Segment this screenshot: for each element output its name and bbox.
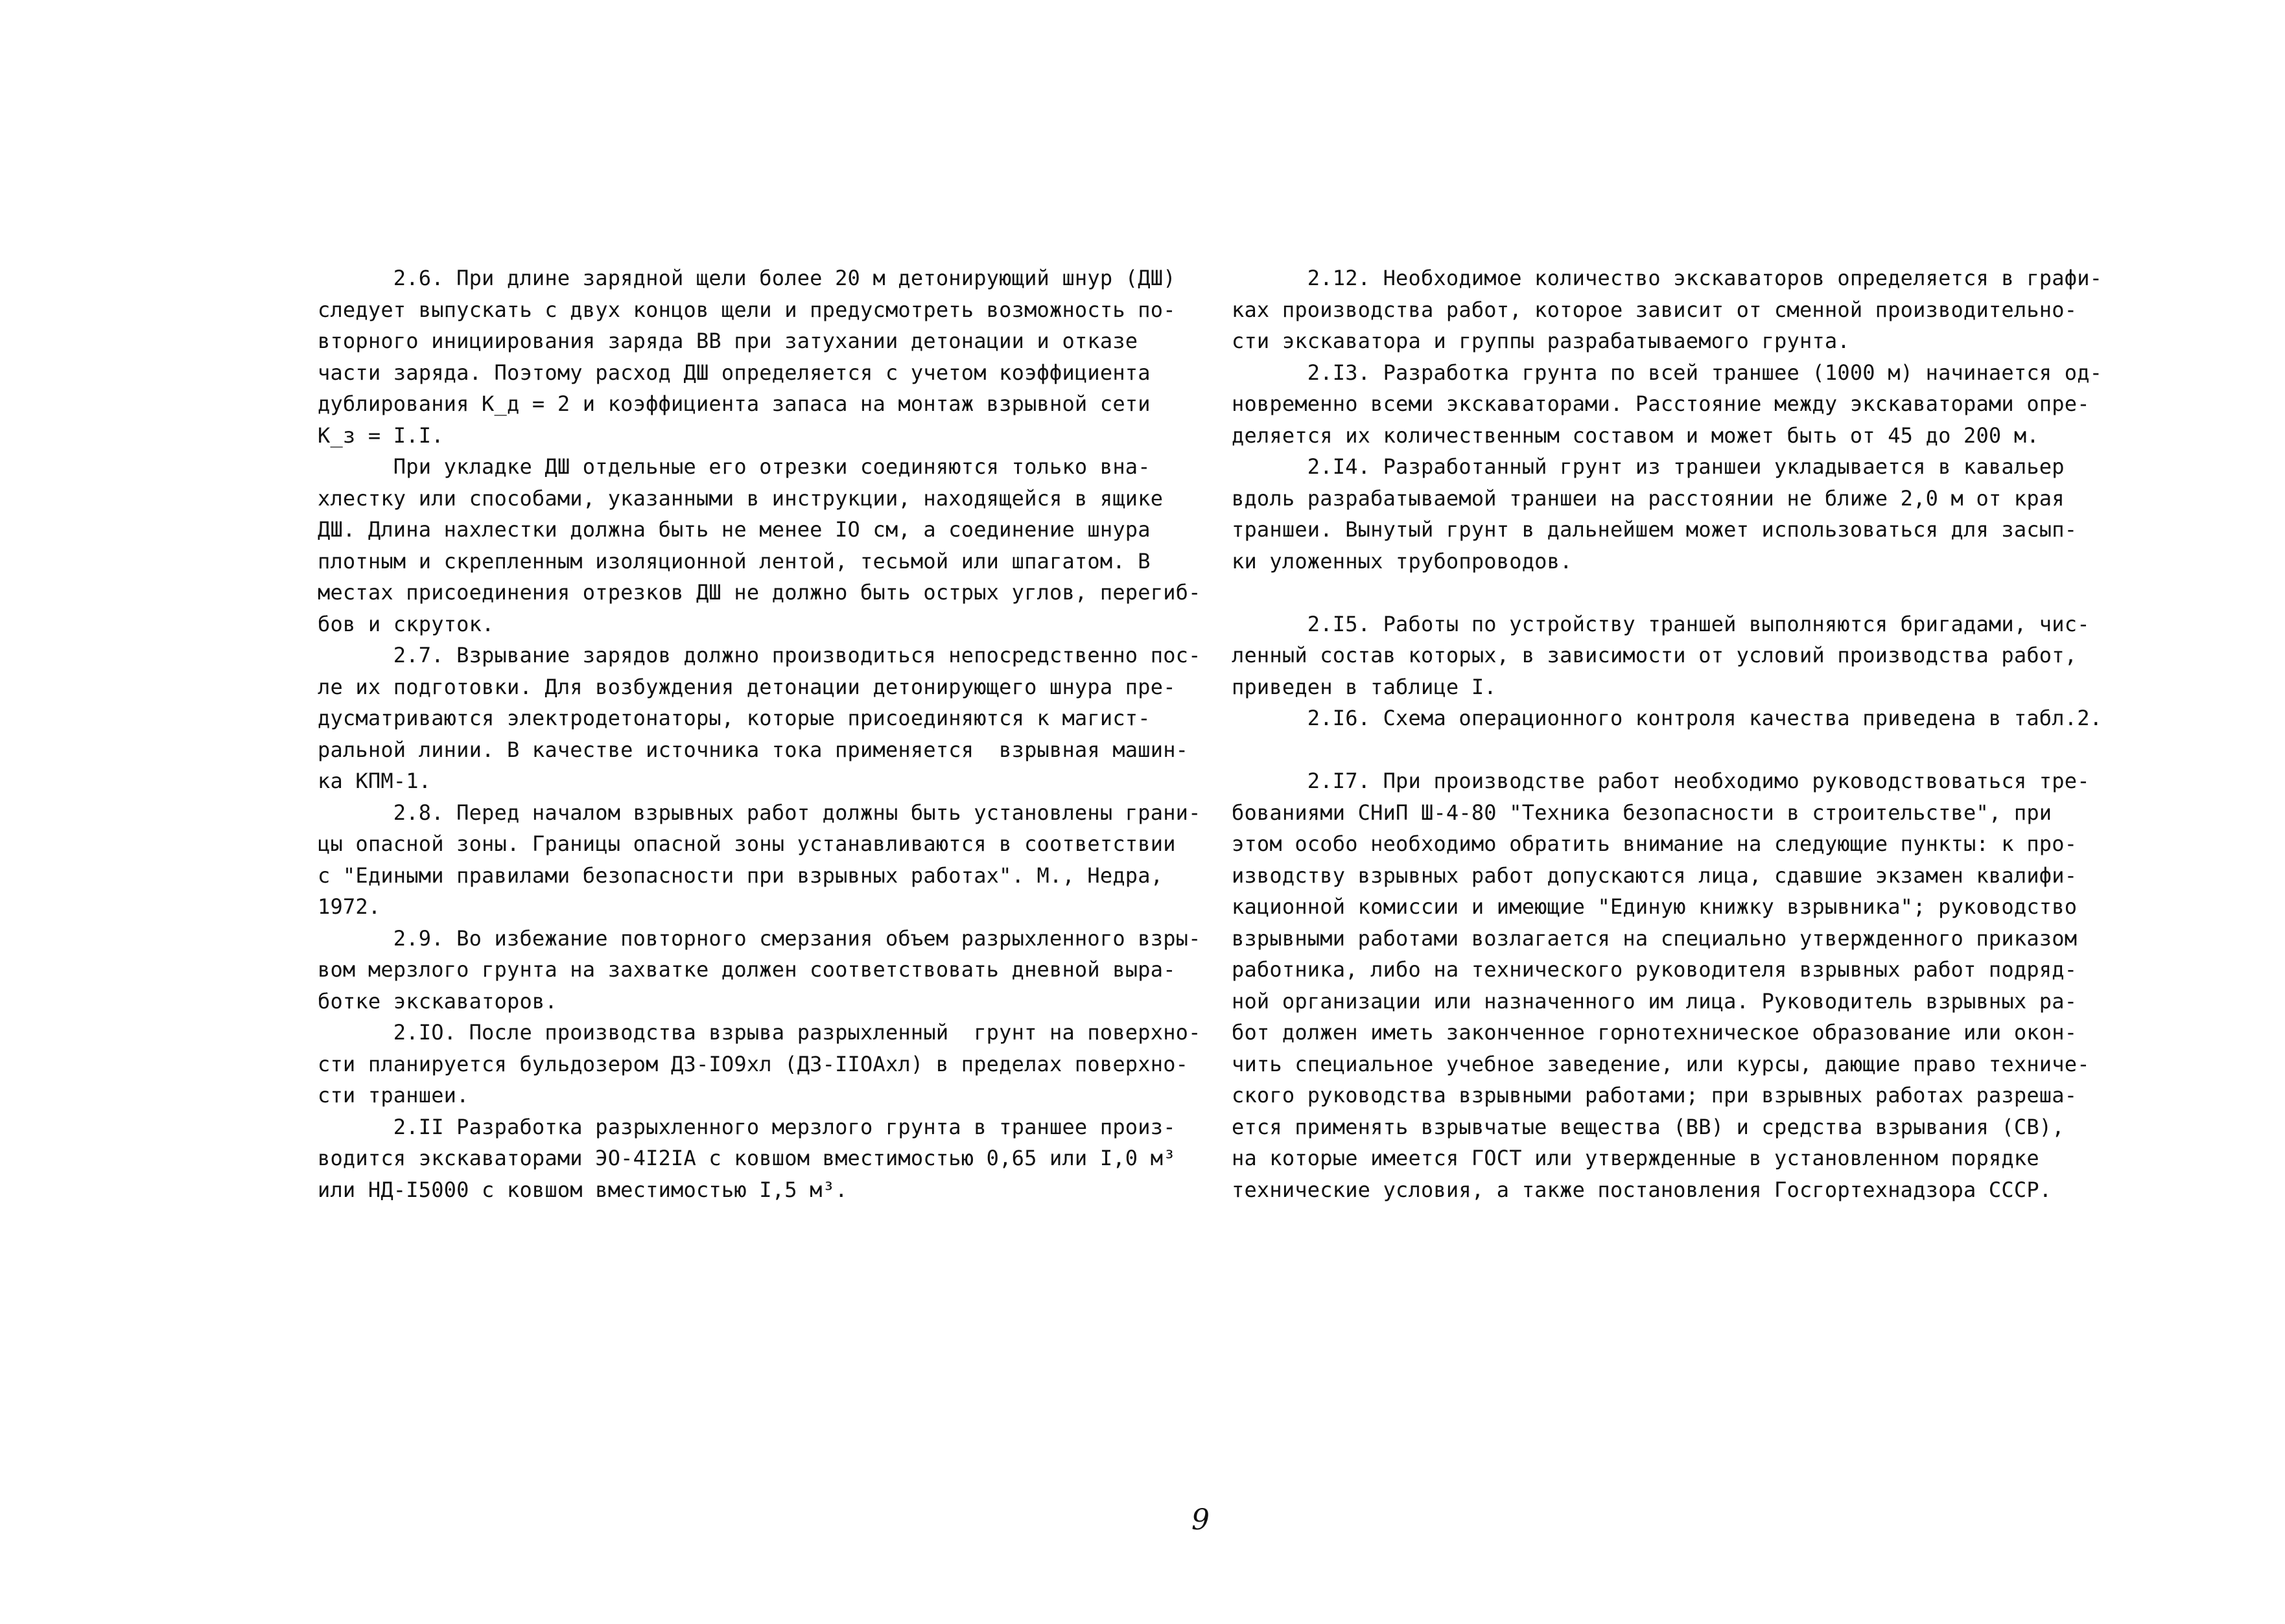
text-line: водится экскаваторами ЭО-4I2IА с ковшом вместимостью 0,65 или I,0 м³ (318, 1146, 1176, 1170)
text-line: дусматриваются электродетонаторы, которые присоединяются к магист- (318, 706, 1151, 730)
text-line: ского руководства взрывными работами; при взрывных работах разреша- (1232, 1083, 2078, 1108)
text-line: ле их подготовки. Для возбуждения детонации детонирующего шнура пре- (318, 674, 1176, 699)
text-line: приведен в таблице I. (1232, 674, 1497, 699)
text-line: 2.II Разработка разрыхленного мерзлого грунта в траншее произ- (318, 1114, 1176, 1139)
text-line: с "Едиными правилами безопасности при взрывных работах". М., Недра, (318, 863, 1164, 888)
text-line: новременно всеми экскаваторами. Расстояние между экскаваторами опре- (1232, 391, 2090, 416)
text-line: 2.I3. Разработка грунта по всей траншее (1000 м) начинается од- (1232, 360, 2103, 385)
text-line: деляется их количественным составом и может быть от 45 до 200 м. (1232, 423, 2039, 448)
text-line: дублирования К_д = 2 и коэффициента запаса на монтаж взрывной сети (318, 391, 1151, 416)
text-line: вом мерзлого грунта на захватке должен соответствовать дневной выра- (318, 957, 1176, 982)
left-text-column (318, 262, 1212, 1205)
text-line: 2.9. Во избежание повторного смерзания объем разрыхленного взры- (318, 925, 1201, 951)
text-line: части заряда. Поэтому расход ДШ определяется с учетом коэффициента (318, 360, 1151, 385)
text-line: следует выпускать с двух концов щели и предусмотреть возможность по- (318, 297, 1176, 322)
text-line: ленный состав которых, в зависимости от условий производства работ, (1232, 643, 2078, 667)
text-line: этом особо необходимо обратить внимание на следующие пункты: к про- (1232, 831, 2078, 856)
text-line: 2.8. Перед началом взрывных работ должны быть установлены грани- (318, 800, 1201, 825)
text-line: бов и скруток. (318, 611, 495, 636)
text-line: 2.I4. Разработанный грунт из траншеи укладывается в кавальер (1232, 454, 2065, 479)
text-line (1232, 577, 2094, 609)
text-line: ральной линии. В качестве источника тока применяется взрывная машин- (318, 737, 1189, 762)
text-line: изводству взрывных работ допускаются лица, сдавшие экзамен квалифи- (1232, 863, 2078, 888)
text-line: цы опасной зоны. Границы опасной зоны устанавливаются в соответствии (318, 831, 1176, 856)
text-line: вторного инициирования заряда ВВ при затухании детонации и отказе (318, 329, 1138, 353)
right-text-column (1232, 262, 2103, 1205)
text-line: сти экскаватора и группы разрабатываемого грунта. (1232, 329, 1850, 353)
text-line: ботке экскаваторов. (318, 988, 557, 1014)
text-line: или НД-I5000 с ковшом вместимостью I,5 м³. (318, 1177, 848, 1202)
text-line: ется применять взрывчатые вещества (ВВ) и средства взрывания (СВ), (1232, 1114, 2065, 1139)
text-line (1232, 734, 2094, 766)
text-line: плотным и скрепленным изоляционной лентой, тесьмой или шпагатом. В (318, 548, 1151, 574)
text-line: ДШ. Длина нахлестки должна быть не менее IO см, а соединение шнура (318, 517, 1151, 542)
text-line: ки уложенных трубопроводов. (1232, 548, 1573, 574)
text-line: 2.12. Необходимое количество экскаваторов определяется в графи- (1232, 266, 2103, 290)
text-line: взрывными работами возлагается на специально утвержденного приказом (1232, 925, 2078, 951)
text-line: 2.I5. Работы по устройству траншей выполняются бригадами, чис- (1232, 611, 2090, 636)
text-line: К_з = I.I. (318, 423, 444, 448)
text-line: 1972. (318, 894, 381, 919)
text-line: бованиями СНиП Ш-4-80 "Техника безопасности в строительстве", при (1232, 800, 2052, 825)
text-line: При укладке ДШ отдельные его отрезки соединяются только вна- (318, 454, 1151, 479)
text-line: работника, либо на технического руководителя взрывных работ подряд- (1232, 957, 2078, 982)
text-line: траншеи. Вынутый грунт в дальнейшем может использоваться для засып- (1232, 517, 2078, 542)
text-line: местах присоединения отрезков ДШ не должно быть острых углов, перегиб- (318, 580, 1201, 605)
text-line: ной организации или назначенного им лица. Руководитель взрывных ра- (1232, 988, 2078, 1014)
text-line: хлестку или способами, указанными в инструкции, находящейся в ящике (318, 485, 1164, 511)
text-line: ка КПМ-1. (318, 769, 432, 793)
text-line: 2.IO. После производства взрыва разрыхленный грунт на поверхно- (318, 1020, 1201, 1045)
text-line: бот должен иметь законченное горнотехническое образование или окон- (1232, 1020, 2078, 1045)
text-line: технические условия, а также постановления Госгортехнадзора СССР. (1232, 1177, 2052, 1202)
text-line: ках производства работ, которое зависит от сменной производительно- (1232, 297, 2078, 322)
text-line: кационной комиссии и имеющие "Единую книжку взрывника"; руководство (1232, 894, 2078, 919)
text-line: сти планируется бульдозером ДЗ-IO9хл (ДЗ-IIOАхл) в пределах поверхно- (318, 1051, 1189, 1076)
text-line: чить специальное учебное заведение, или курсы, дающие право техниче- (1232, 1051, 2090, 1076)
text-line: 2.I6. Схема операционного контроля качества приведена в табл.2. (1232, 706, 2103, 730)
text-line: 2.6. При длине зарядной щели более 20 м детонирующий шнур (ДШ) (318, 266, 1176, 290)
text-line: вдоль разрабатываемой траншеи на расстоянии не ближе 2,0 м от края (1232, 485, 2065, 511)
text-line: 2.7. Взрывание зарядов должно производиться непосредственно пос- (318, 643, 1201, 667)
text-line: сти траншеи. (318, 1083, 469, 1108)
text-line: на которые имеется ГОСТ или утвержденные в установленном порядке (1232, 1146, 2039, 1170)
page-number: 9 (1191, 1503, 1210, 1537)
text-line: 2.I7. При производстве работ необходимо руководствоваться тре- (1232, 769, 2090, 793)
